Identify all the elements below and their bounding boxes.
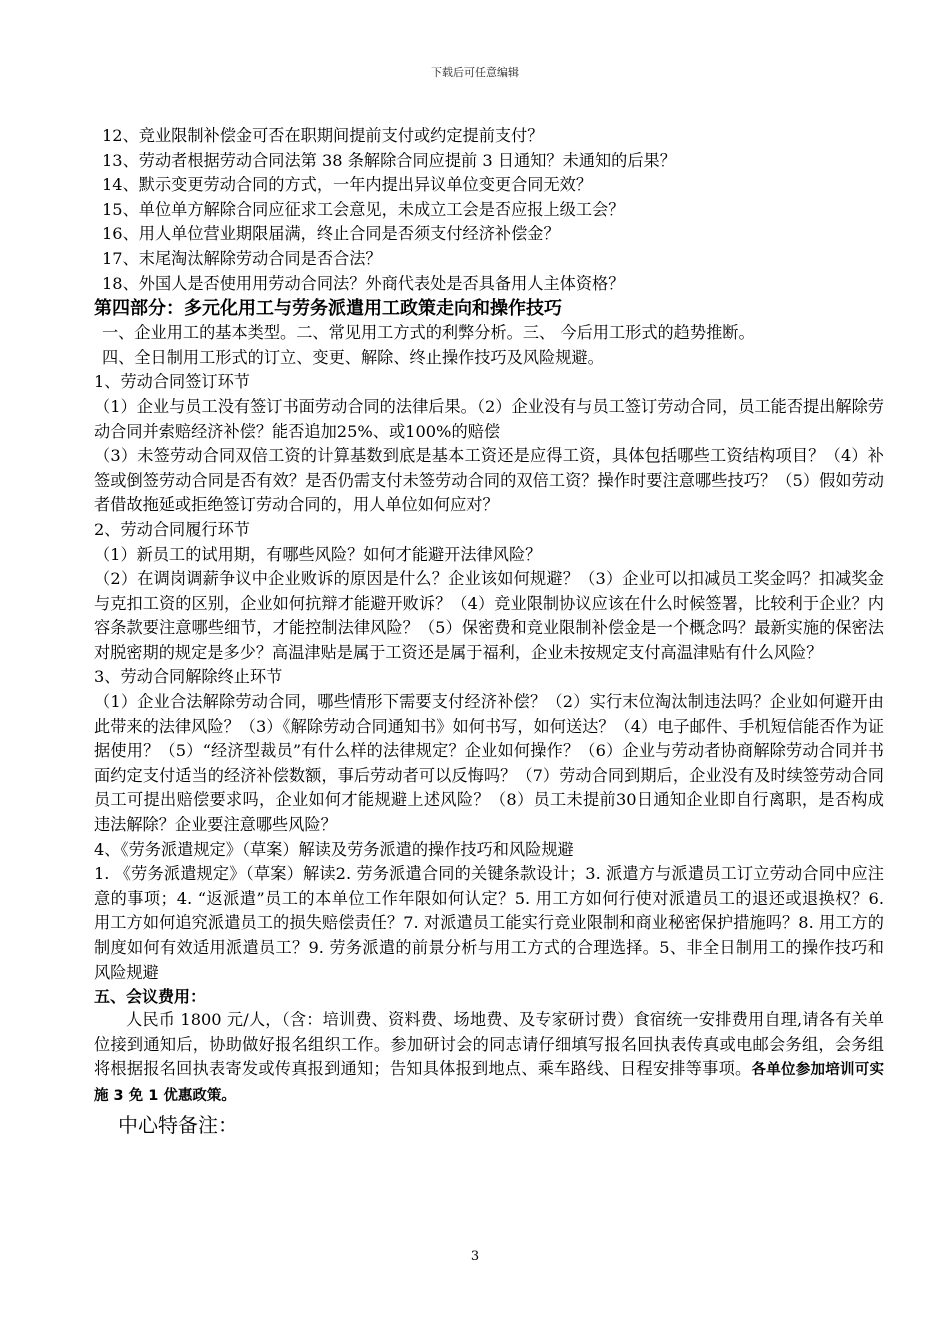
document-body [94,124,884,1139]
part4-heading: 第四部分：多元化用工与劳务派遣用工政策走向和操作技巧 [94,298,562,320]
fees-paragraph [94,1008,884,1108]
discount-note: 各单位参加培训可实施 3 免 1 优惠政策。 [94,1062,884,1104]
question-12: 12、竞业限制补偿金可否在职期间提前支付或约定提前支付？ [102,126,544,145]
page-header: 下载后可任意编辑 [431,66,519,79]
question-16: 16、用人单位营业期限届满，终止合同是否须支付经济补偿金？ [102,224,560,244]
question-15: 15、单位单方解除合同应征求工会意见，未成立工会是否应报上级工会？ [102,199,625,219]
terminate-paragraph: （1）企业合法解除劳动合同，哪些情形下需要支付经济补偿？（2）实行末位淘汰制违法吗？企业如何避开由此带来的法律风险？（3）《解除劳动合同通知书》如何书写，如何送达？（4）电子邮件、手机短信能否作为证据使用？（5）“经济型裁员”有什么样的法律规定？企业如何操作？（6）企业与劳动者协商解除劳动合同并书面约定支付适当的经济补偿数额，事后劳动者可以反悔吗？（7）劳动合同到期后，企业没有及时续签劳动合同员工可提出赔偿要求吗，企业如何才能规避上述风险？（8）员工未提前30日通知企业即自行离职，是否构成违法解除？企业要注意哪些风险？ [94,692,884,835]
question-14: 14、默示变更劳动合同的方式，一年内提出异议单位变更合同无效？ [102,175,593,195]
terminate-section-title: 3、劳动合同解除终止环节 [94,667,283,687]
fulltime-heading: 四、全日制用工形式的订立、变更、解除、终止操作技巧及风险规避。 [102,347,604,367]
perform-paragraph-2: （2）在调岗调薪争议中企业败诉的原因是什么？企业该如何规避？（3）企业可以扣减员工奖金吗？扣减奖金与克扣工资的区别，企业如何抗辩才能避开败诉？（4）竞业限制协议应该在什么时候签署，比较利于企业？内容条款要注意哪些细节，才能控制法律风险？（5）保密费和竞业限制补偿金是一个概念吗？最新实施的保密法对脱密期的规定是多少？高温津贴是属于工资还是属于福利，企业未按规定支付高温津贴有什么风险？ [94,569,884,662]
dispatch-paragraph: 1. 《劳务派遣规定》（草案）解读2. 劳务派遣合同的关键条款设计；3. 派遣方与派遣员工订立劳动合同中应注意的事项；4. “返派遣”员工的本单位工作年限如何认定？5. 用工方如何行使对派遣员工的退还或退换权？6. 用工方如何追究派遣员工的损失赔偿责任？7. 对派遣员工能实行竞业限制和商业秘密保护措施吗？8. 用工方的制度如何有效适用派遣员工？9. 劳务派遣的前景分析与用工方式的合理选择。5、非全日制用工的操作技巧和风险规避 [94,864,884,982]
question-13: 13、劳动者根据劳动合同法第 38 条解除合同应提前 3 日通知？未通知的后果？ [102,150,676,170]
dispatch-section-title: 4、《劳务派遣规定》（草案）解读及劳务派遣的操作技巧和风险规避 [94,839,574,859]
center-note: 中心特备注： [118,1112,238,1137]
page-number: 3 [470,1249,480,1264]
question-17: 17、末尾淘汰解除劳动合同是否合法？ [102,248,382,268]
perform-section-title: 2、劳动合同履行环节 [94,519,250,539]
question-18: 18、外国人是否使用用劳动合同法？外商代表处是否具备用人主体资格？ [102,273,625,293]
sign-paragraph-1: （1）企业与员工没有签订书面劳动合同的法律后果。（2）企业没有与员工签订劳动合同，员工能否提出解除劳动合同并索赔经济补偿？能否追加25%、或100%的赔偿 [94,396,884,441]
sign-paragraph-2: （3）未签劳动合同双倍工资的计算基数到底是基本工资还是应得工资，具体包括哪些工资结构项目？（4）补签或倒签劳动合同是否有效？是否仍需支付未签劳动合同的双倍工资？操作时要注意哪些技巧？（5）假如劳动者借故拖延或拒绝签订劳动合同的，用人单位如何应对？ [94,446,884,515]
fees-body: 人民币 1800 元/人，（含：培训费、资料费、场地费、及专家研讨费）食宿统一安排费用自理,请各有关单位接到通知后，协助做好报名组织工作。参加研讨会的同志请仔细填写报名回执表传真或电邮会务组，会务组将根据报名回执表寄发或传真报到通知；告知具体报到地点、乘车路线、日程安排等事项。 [94,1010,884,1079]
part4-intro: 一、企业用工的基本类型。二、常见用工方式的利弊分析。三、 今后用工形式的趋势推断。 [102,323,755,343]
fees-heading: 五、会议费用： [94,987,207,1007]
sign-section-title: 1、劳动合同签订环节 [94,372,250,392]
perform-paragraph-1: （1）新员工的试用期，有哪些风险？如何才能避开法律风险？ [94,544,542,564]
